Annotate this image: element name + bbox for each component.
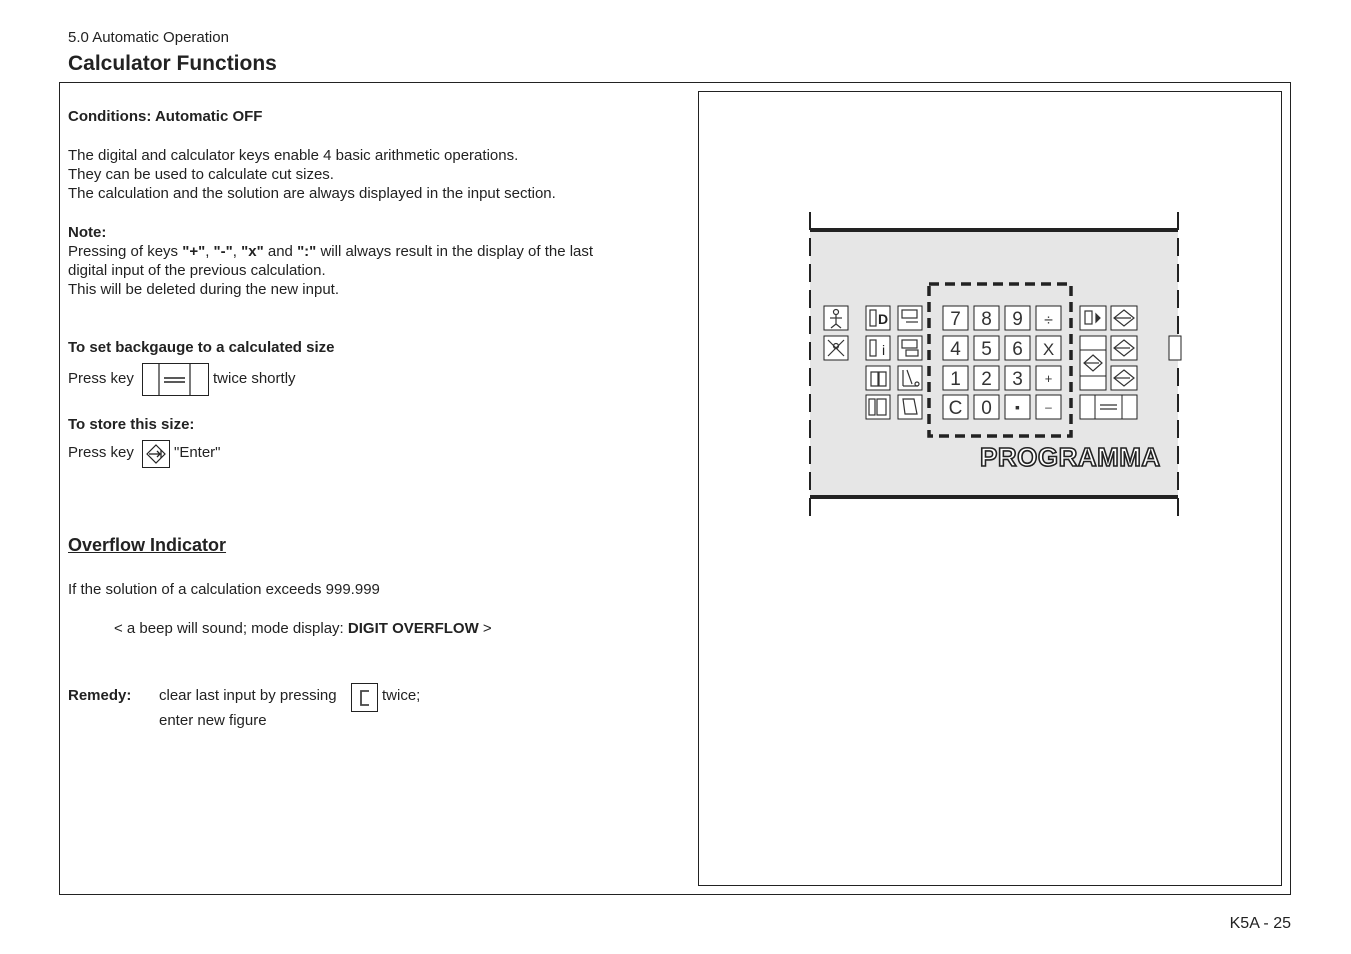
key-divide-text: ":" bbox=[297, 243, 317, 260]
page-title: Calculator Functions bbox=[68, 52, 277, 75]
svg-text:D: D bbox=[878, 311, 889, 327]
key-4: 4 bbox=[950, 339, 961, 360]
keypad-panel-illustration bbox=[700, 200, 1260, 530]
key-c: C bbox=[948, 398, 963, 419]
key-times-text: "x" bbox=[241, 243, 264, 260]
equals-key-icon bbox=[142, 363, 209, 396]
key-minus-text: "-" bbox=[213, 243, 233, 260]
brand-logo: PROGRAMMA bbox=[980, 442, 1161, 472]
key-9: 9 bbox=[1012, 309, 1023, 330]
key-divide: ÷ bbox=[1044, 312, 1053, 329]
backgauge-heading: To set backgauge to a calculated size bbox=[68, 339, 335, 356]
store-heading: To store this size: bbox=[68, 416, 195, 433]
remedy-label: Remedy: bbox=[68, 687, 132, 704]
store-press-label: Press key bbox=[68, 444, 134, 461]
key-multiply: X bbox=[1042, 340, 1055, 359]
remedy-line1-pre: clear last input by pressing bbox=[159, 687, 337, 704]
note-text: and bbox=[263, 243, 298, 260]
note-text: Pressing of keys bbox=[68, 243, 183, 260]
page-number: K5A - 25 bbox=[1229, 915, 1291, 932]
overflow-msg-text: < a beep will sound; mode display: bbox=[114, 620, 348, 637]
note-block bbox=[68, 223, 593, 299]
note-text: , bbox=[205, 243, 214, 260]
key-plus: + bbox=[1044, 371, 1053, 386]
overflow-msg-text: > bbox=[478, 620, 492, 637]
intro-text bbox=[68, 146, 556, 203]
key-3: 3 bbox=[1012, 369, 1023, 390]
key-0: 0 bbox=[981, 398, 992, 419]
svg-text:i: i bbox=[882, 342, 886, 358]
note-text: , bbox=[232, 243, 242, 260]
clear-key-icon bbox=[351, 683, 378, 712]
backgauge-after: twice shortly bbox=[213, 370, 296, 387]
remedy-line2: enter new figure bbox=[159, 712, 267, 729]
key-2: 2 bbox=[981, 369, 992, 390]
overflow-condition: If the solution of a calculation exceeds 999.999 bbox=[68, 581, 380, 598]
key-1: 1 bbox=[950, 369, 961, 390]
intro-line: They can be used to calculate cut sizes. bbox=[68, 166, 334, 183]
key-7: 7 bbox=[950, 309, 961, 330]
key-8: 8 bbox=[981, 309, 992, 330]
digit-overflow-text: DIGIT OVERFLOW bbox=[347, 620, 479, 637]
enter-key-icon bbox=[142, 440, 170, 468]
overflow-message bbox=[114, 619, 492, 638]
note-line: digital input of the previous calculation. bbox=[68, 262, 326, 279]
conditions-line bbox=[68, 107, 262, 126]
conditions-value: Automatic OFF bbox=[154, 108, 263, 125]
section-label: 5.0 Automatic Operation bbox=[68, 29, 229, 46]
conditions-label: Conditions: bbox=[68, 108, 152, 125]
note-line: This will be deleted during the new input. bbox=[68, 281, 339, 298]
note-label: Note: bbox=[68, 224, 107, 241]
note-line bbox=[68, 242, 593, 261]
overflow-heading: Overflow Indicator bbox=[68, 535, 227, 555]
key-5: 5 bbox=[981, 339, 992, 360]
intro-line: The digital and calculator keys enable 4 basic arithmetic operations. bbox=[68, 147, 519, 164]
backgauge-press-label: Press key bbox=[68, 370, 134, 387]
key-point: ▪ bbox=[1015, 399, 1020, 415]
key-minus: – bbox=[1045, 400, 1052, 414]
store-after: "Enter" bbox=[174, 444, 221, 461]
remedy-line1-post: twice; bbox=[382, 687, 421, 704]
key-6: 6 bbox=[1012, 339, 1023, 360]
key-plus-text: "+" bbox=[182, 243, 206, 260]
intro-line: The calculation and the solution are always displayed in the input section. bbox=[68, 185, 556, 202]
note-text: will always result in the display of the last bbox=[316, 243, 594, 260]
